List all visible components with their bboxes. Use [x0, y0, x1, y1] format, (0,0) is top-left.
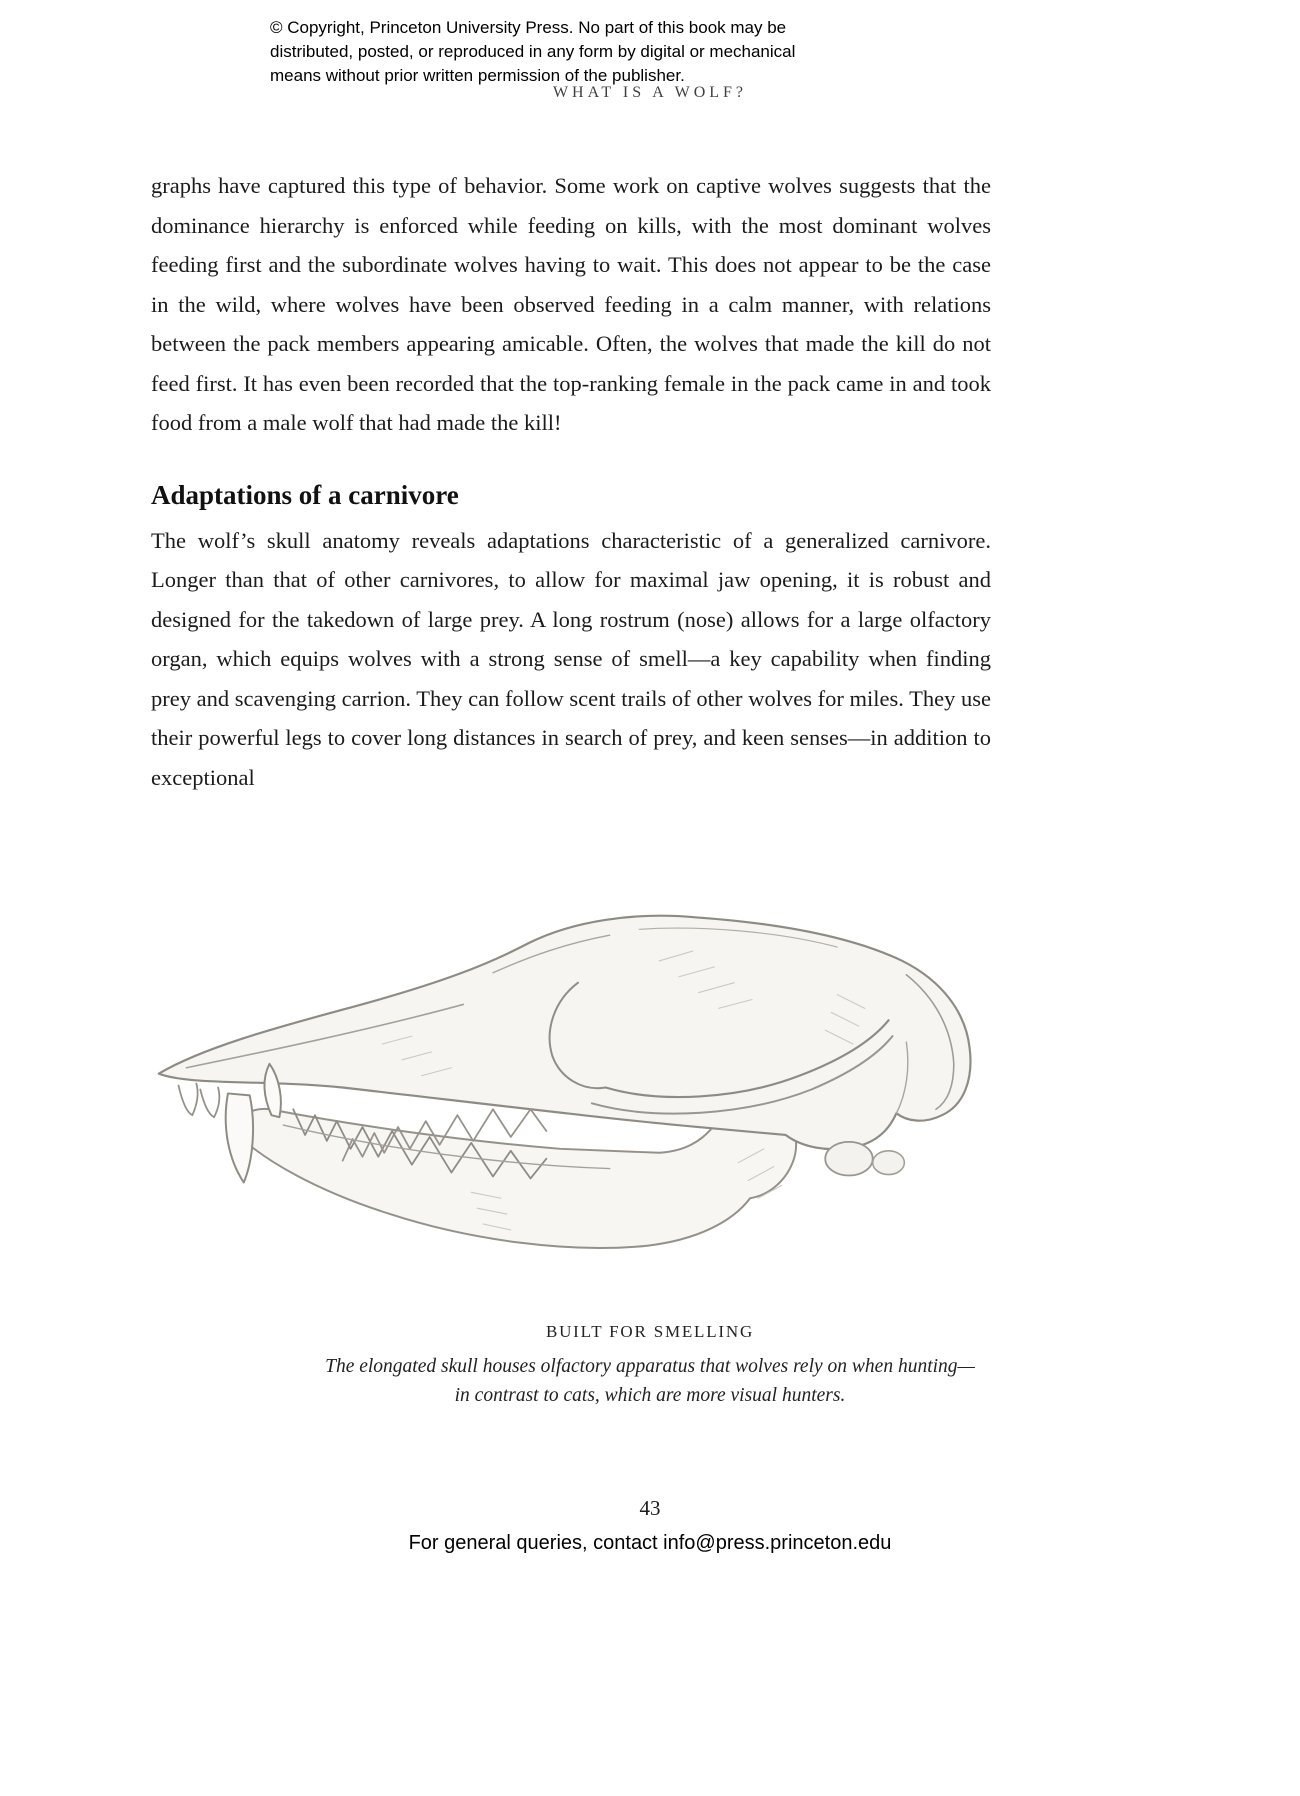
figure-wolf-skull [140, 866, 1020, 1311]
figure-caption-title: BUILT FOR SMELLING [545, 1322, 755, 1341]
figure-caption-line: The elongated skull houses olfactory apparatus that wolves rely on when hunting— [325, 1356, 975, 1377]
paragraph-skull-anatomy: The wolf’s skull anatomy reveals adaptations characteristic of a generalized carnivore. Longer than that of other carnivores, to allow for maximal jaw opening, it is robust and designed for the takedown of large prey. A long rostrum (nose) allows for a large olfactory organ, which equips wolves with a strong sense of smell—a key capability when finding prey and scavenging carrion. They can follow scent trails of other wolves for miles. They use their powerful legs to cover long distances in search of prey, and keen senses—in addition to exceptional [151, 527, 991, 790]
copyright-line: © Copyright, Princeton University Press. No part of this book may be [270, 18, 787, 37]
figure-caption-line: in contrast to cats, which are more visual hunters. [454, 1385, 846, 1406]
footer-contact-line: For general queries, contact info@press.princeton.edu [408, 1532, 892, 1554]
copyright-line: means without prior written permission of the publisher. [270, 66, 685, 85]
figure-caption [0, 1322, 1300, 1410]
copyright-line: distributed, posted, or reproduced in any form by digital or mechanical [270, 42, 796, 61]
running-header: WHAT IS A WOLF? [552, 84, 748, 101]
paragraph-pack-behavior: graphs have captured this type of behavior. Some work on captive wolves suggests that the dominance hierarchy is enforced while feeding on kills, with the most dominant wolves feeding first and the subordinate wolves having to wait. This does not appear to be the case in the wild, where wolves have been observed feeding in a calm manner, with relations between the pack members appearing amicable. Often, the wolves that made the kill do not feed first. It has even been recorded that the top-ranking female in the pack came in and took food from a male wolf that had made the kill! [151, 173, 991, 435]
section-heading: Adaptations of a carnivore [151, 479, 459, 510]
figure-caption-text [0, 1352, 1300, 1410]
page-number: 43 [639, 1496, 661, 1520]
wolf-skull-illustration [140, 866, 1020, 1311]
copyright-notice [270, 16, 890, 88]
body-text-column [151, 166, 991, 797]
